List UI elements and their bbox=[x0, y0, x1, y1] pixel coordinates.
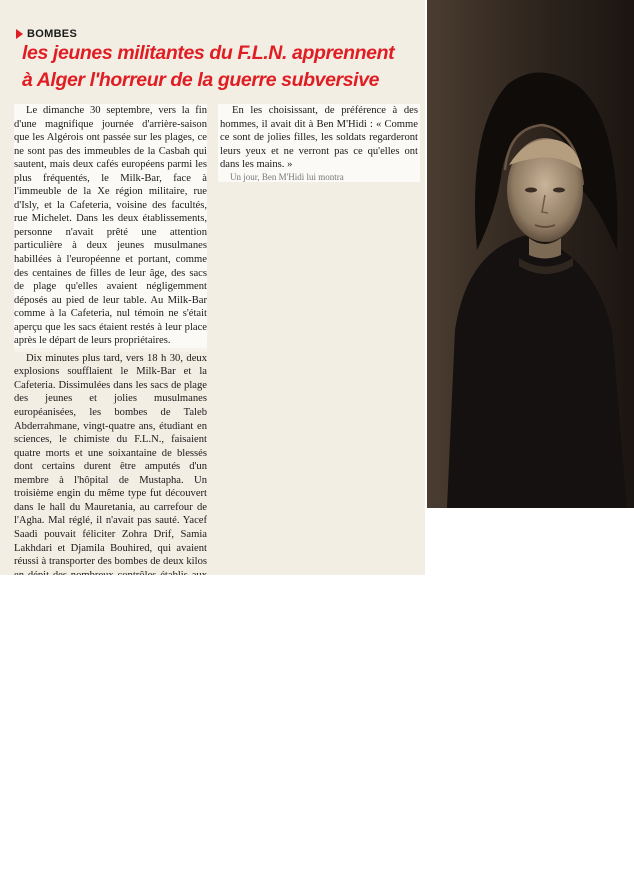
paragraph-3: En les choisissant, de préférence à des hommes, il avait dit à Ben M'Hidi : « Comme ce sont de jolies filles, les soldats regarderont leurs yeux et ne verront pas ce qu'elles ont dans les mains. » bbox=[220, 105, 418, 171]
section-tag bbox=[16, 28, 77, 40]
red-triangle-icon bbox=[16, 29, 23, 39]
paragraph-2: Dix minutes plus tard, vers 18 h 30, deux explosions soufflaient le Milk-Bar et la Cafeteria. Dissimulées dans les sacs de plage des jeunes et jolies musulmanes européanisées, les bombes de Taleb Abderrahmane, vingt-quatre ans, étudiant en sciences, le chimiste du F.L.N., faisaient quatre morts et une soixantaine de blessés dont certains durent être amputés d'un membre à l'hôpital de Mustapha. Un troisième engin du même type fut découvert dans le hall du Mauretania, au carrefour de l'Agha. Mal réglé, il n'avait pas sauté. Yacef Saadi pouvait féliciter Zohra Drif, Samia Lakhdari et Djamila Bouhired, qui avaient réussi à transporter des bombes de deux kilos bbox=[14, 352, 207, 623]
paragraph-1: Le dimanche 30 septembre, vers la fin d'une magnifique journée d'arrière-saison que les Algérois ont passée sur les plages, ce ne sont pas des immeubles de la Casbah qui sautent, mais deux cafés européens parmi les plus fréquentés, le Milk-Bar, face à l'immeuble de la Xe région militaire, rue d'Isly, et la Cafeteria, voisine des facultés, rue Michelet. Dans les deux établissements, personne n'avait prêté une attention particulière à deux jeunes musulmanes habillées à l'européenne et portant, comme des centaines de filles de leur âge, des sacs de plage qu'elles avaient négligemment déposés au pied de leur table. Au Milk-Bar comme à la Cafeteria, nul témoin ne s'était aperçu que les sacs étaient restés à leur place après le départ de leurs propriétaires. bbox=[14, 105, 207, 347]
headline-line-2: à Alger l'horreur de la guerre subversive bbox=[22, 69, 380, 91]
section-label: BOMBES bbox=[27, 28, 78, 40]
portrait-photo bbox=[427, 0, 634, 508]
hooded-woman-illustration bbox=[427, 0, 634, 508]
article-column-left bbox=[14, 104, 207, 629]
paragraph-cut-line: Un jour, Ben M'Hidi lui montra bbox=[218, 172, 420, 182]
headline-line-1: les jeunes militantes du F.L.N. apprennent bbox=[22, 42, 395, 64]
article-paper bbox=[0, 0, 425, 575]
article-column-right bbox=[218, 104, 420, 182]
article-headline bbox=[22, 40, 422, 94]
blank-area bbox=[0, 575, 634, 873]
